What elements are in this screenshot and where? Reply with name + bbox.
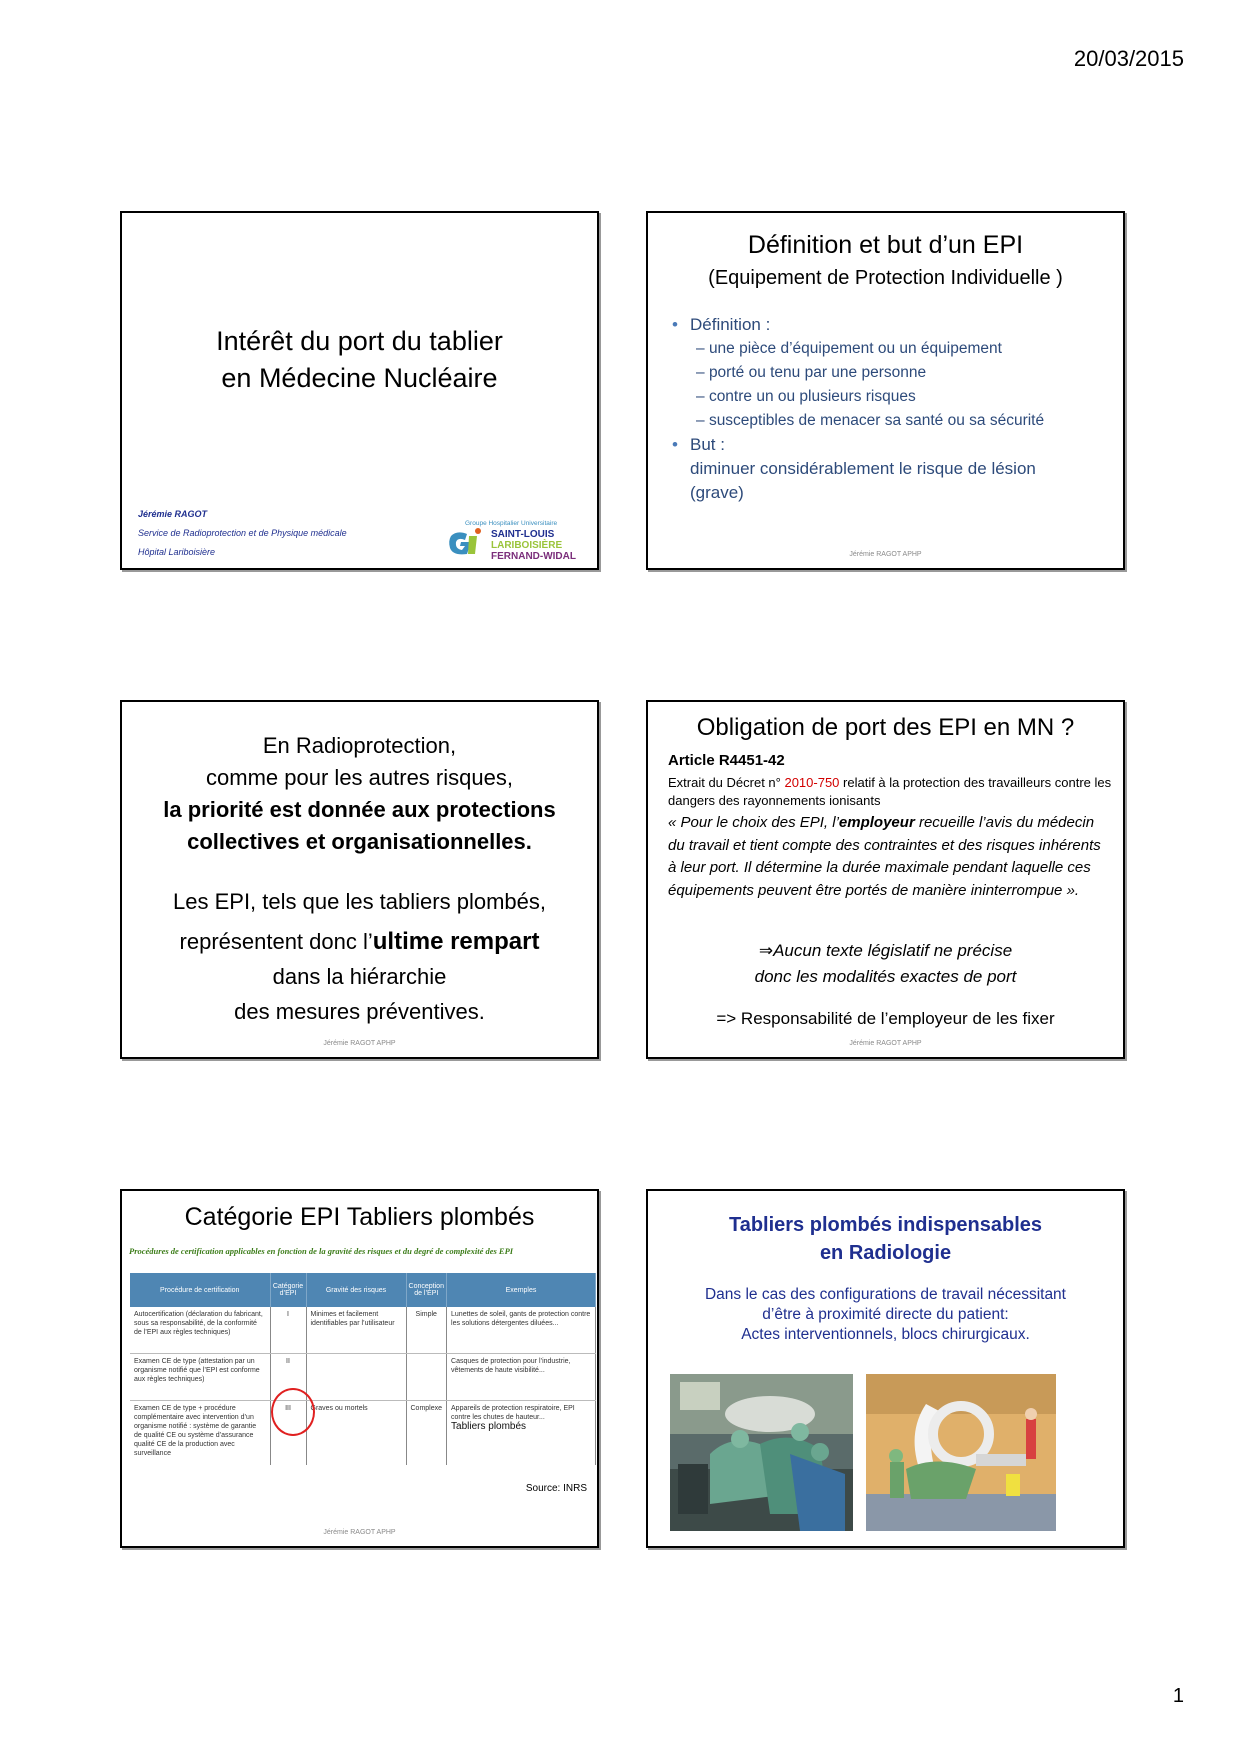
slide-title [120, 211, 599, 570]
title-line-1: Intérêt du port du tablier [216, 326, 503, 356]
slide-radioprotection [120, 700, 599, 1059]
logo-line-2: LARIBOISIÈRE [491, 540, 563, 551]
table-row: Autocertification (déclaration du fabricant, sous sa responsabilité, de la conformité de l’EPI aux règles techniques) I Minimes et facilement identifiables par l’utilisateur Simple Lunettes de soleil, gants de protection contre les solutions détergentes diluées... [130, 1307, 596, 1354]
hospital-logo [447, 518, 597, 568]
slide-subheading: (Equipement de Protection Individuelle ) [708, 267, 1063, 289]
list-item: – porté ou tenu par une personne [696, 364, 927, 381]
interventional-room-photo [866, 1374, 1056, 1531]
but-line-2: (grave) [690, 483, 744, 502]
epi-text: Les EPI, tels que les tabliers plombés, représentent donc l’ultime rempart dans la hiérarchie des mesures préventives. [173, 889, 546, 1024]
page-date: 20/03/2015 [1073, 46, 1184, 71]
page-number: 1 [1172, 1685, 1184, 1707]
logo-line-3: FERNAND-WIDAL [491, 551, 576, 562]
slide-heading: Définition et but d’un EPI [747, 231, 1024, 259]
table-header: Procédure de certification [130, 1273, 270, 1307]
bullet-but: • But : [672, 433, 1044, 457]
title-line-2: en Médecine Nucléaire [221, 363, 498, 393]
table-header: Exemples [447, 1273, 596, 1307]
bullet-icon: • [672, 315, 678, 334]
article-label: Article R4451-42 [668, 752, 785, 769]
highlight-circle [271, 1388, 315, 1436]
but-line-1: diminuer considérablement le risque de lésion [690, 459, 1036, 478]
priority-text: En Radioprotection, comme pour les autres risques, la priorité est donnée aux protections collectives et organisationnelles. [163, 733, 556, 854]
slide-footer: Jérémie RAGOT APHP [323, 1040, 396, 1047]
slide-heading: Tabliers plombés indispensables en Radiologie [728, 1214, 1043, 1264]
decree-extract: Extrait du Décret n° 2010-750 relatif à la protection des travailleurs contre les dangers des rayonnements ionisants [668, 775, 1112, 808]
slide-heading: Catégorie EPI Tabliers plombés [184, 1203, 535, 1231]
slide-definition [646, 211, 1125, 570]
bullet-icon: • [672, 435, 678, 454]
table-row: Examen CE de type + procédure complémentaire avec intervention d’un organisme notifié : système de garantie de qualité CE ou système d’assurance qualité CE de la production avec surveillance III Graves ou mortels Complexe Appareils de protection respiratoire, EPI contre les chutes de hauteur... Tabliers plombés [130, 1401, 596, 1466]
slide-footer: Jérémie RAGOT APHP [849, 1040, 922, 1047]
slide-footer: Jérémie RAGOT APHP [849, 551, 922, 558]
author-hospital: Hôpital Lariboisière [138, 547, 216, 557]
logo-group-text: Groupe Hospitalier Universitaire [465, 520, 558, 527]
logo-line-1: SAINT-LOUIS [491, 529, 555, 540]
slide-footer: Jérémie RAGOT APHP [323, 1529, 396, 1536]
bullet-definition: • Définition : [672, 313, 1044, 337]
list-item: – contre un ou plusieurs risques [696, 388, 916, 405]
responsibility-text: => Responsabilité de l’employeur de les fixer [716, 1009, 1055, 1028]
operating-room-photo [670, 1374, 853, 1531]
conclusion-text: ⇒Aucun texte législatif ne précise donc les modalités exactes de port [754, 941, 1017, 986]
table-header: Catégorie d’EPI [270, 1273, 306, 1307]
decree-quote: « Pour le choix des EPI, l’employeur recueille l’avis du médecin du travail et tient compte des contraintes et des risques inhérents à leur port. Il détermine la durée maximale pendant laquelle ces équipements peuvent être portés de manière ininterrompue ». [668, 814, 1101, 899]
slide-description: Dans le cas des configurations de travail nécessitant d’être à proximité directe du patient: Actes interventionnels, blocs chirurgicaux. [704, 1286, 1066, 1343]
slide-title-text [122, 323, 597, 397]
slide-category [120, 1189, 599, 1548]
list-item: – susceptibles de menacer sa santé ou sa sécurité [696, 412, 1045, 429]
certification-table [130, 1273, 596, 1465]
author-name: Jérémie RAGOT [138, 509, 208, 519]
table-header: Conception de l’EPI [406, 1273, 447, 1307]
procedures-heading: Procédures de certification applicables en fonction de la gravité des risques et du degré de complexité des EPI [129, 1246, 514, 1256]
extra-example: Tabliers plombés [451, 1421, 527, 1432]
table-header: Gravité des risques [306, 1273, 406, 1307]
table-row: Examen CE de type (attestation par un organisme notifié que l’EPI est conforme aux règles techniques) II Casques de protection pour l’industrie, vêtements de haute visibilité... [130, 1354, 596, 1401]
author-service: Service de Radioprotection et de Physique médicale [138, 528, 347, 538]
list-item: – une pièce d’équipement ou un équipement [696, 340, 1002, 357]
source-label: Source: INRS [525, 1483, 587, 1494]
slide-radiologie [646, 1189, 1125, 1548]
table-header-row [130, 1273, 596, 1307]
author-block [138, 505, 347, 562]
slide-heading: Obligation de port des EPI en MN ? [696, 714, 1075, 741]
definition-list [672, 313, 1044, 505]
slide-obligation [646, 700, 1125, 1059]
decree-number: 2010-750 [784, 775, 840, 790]
